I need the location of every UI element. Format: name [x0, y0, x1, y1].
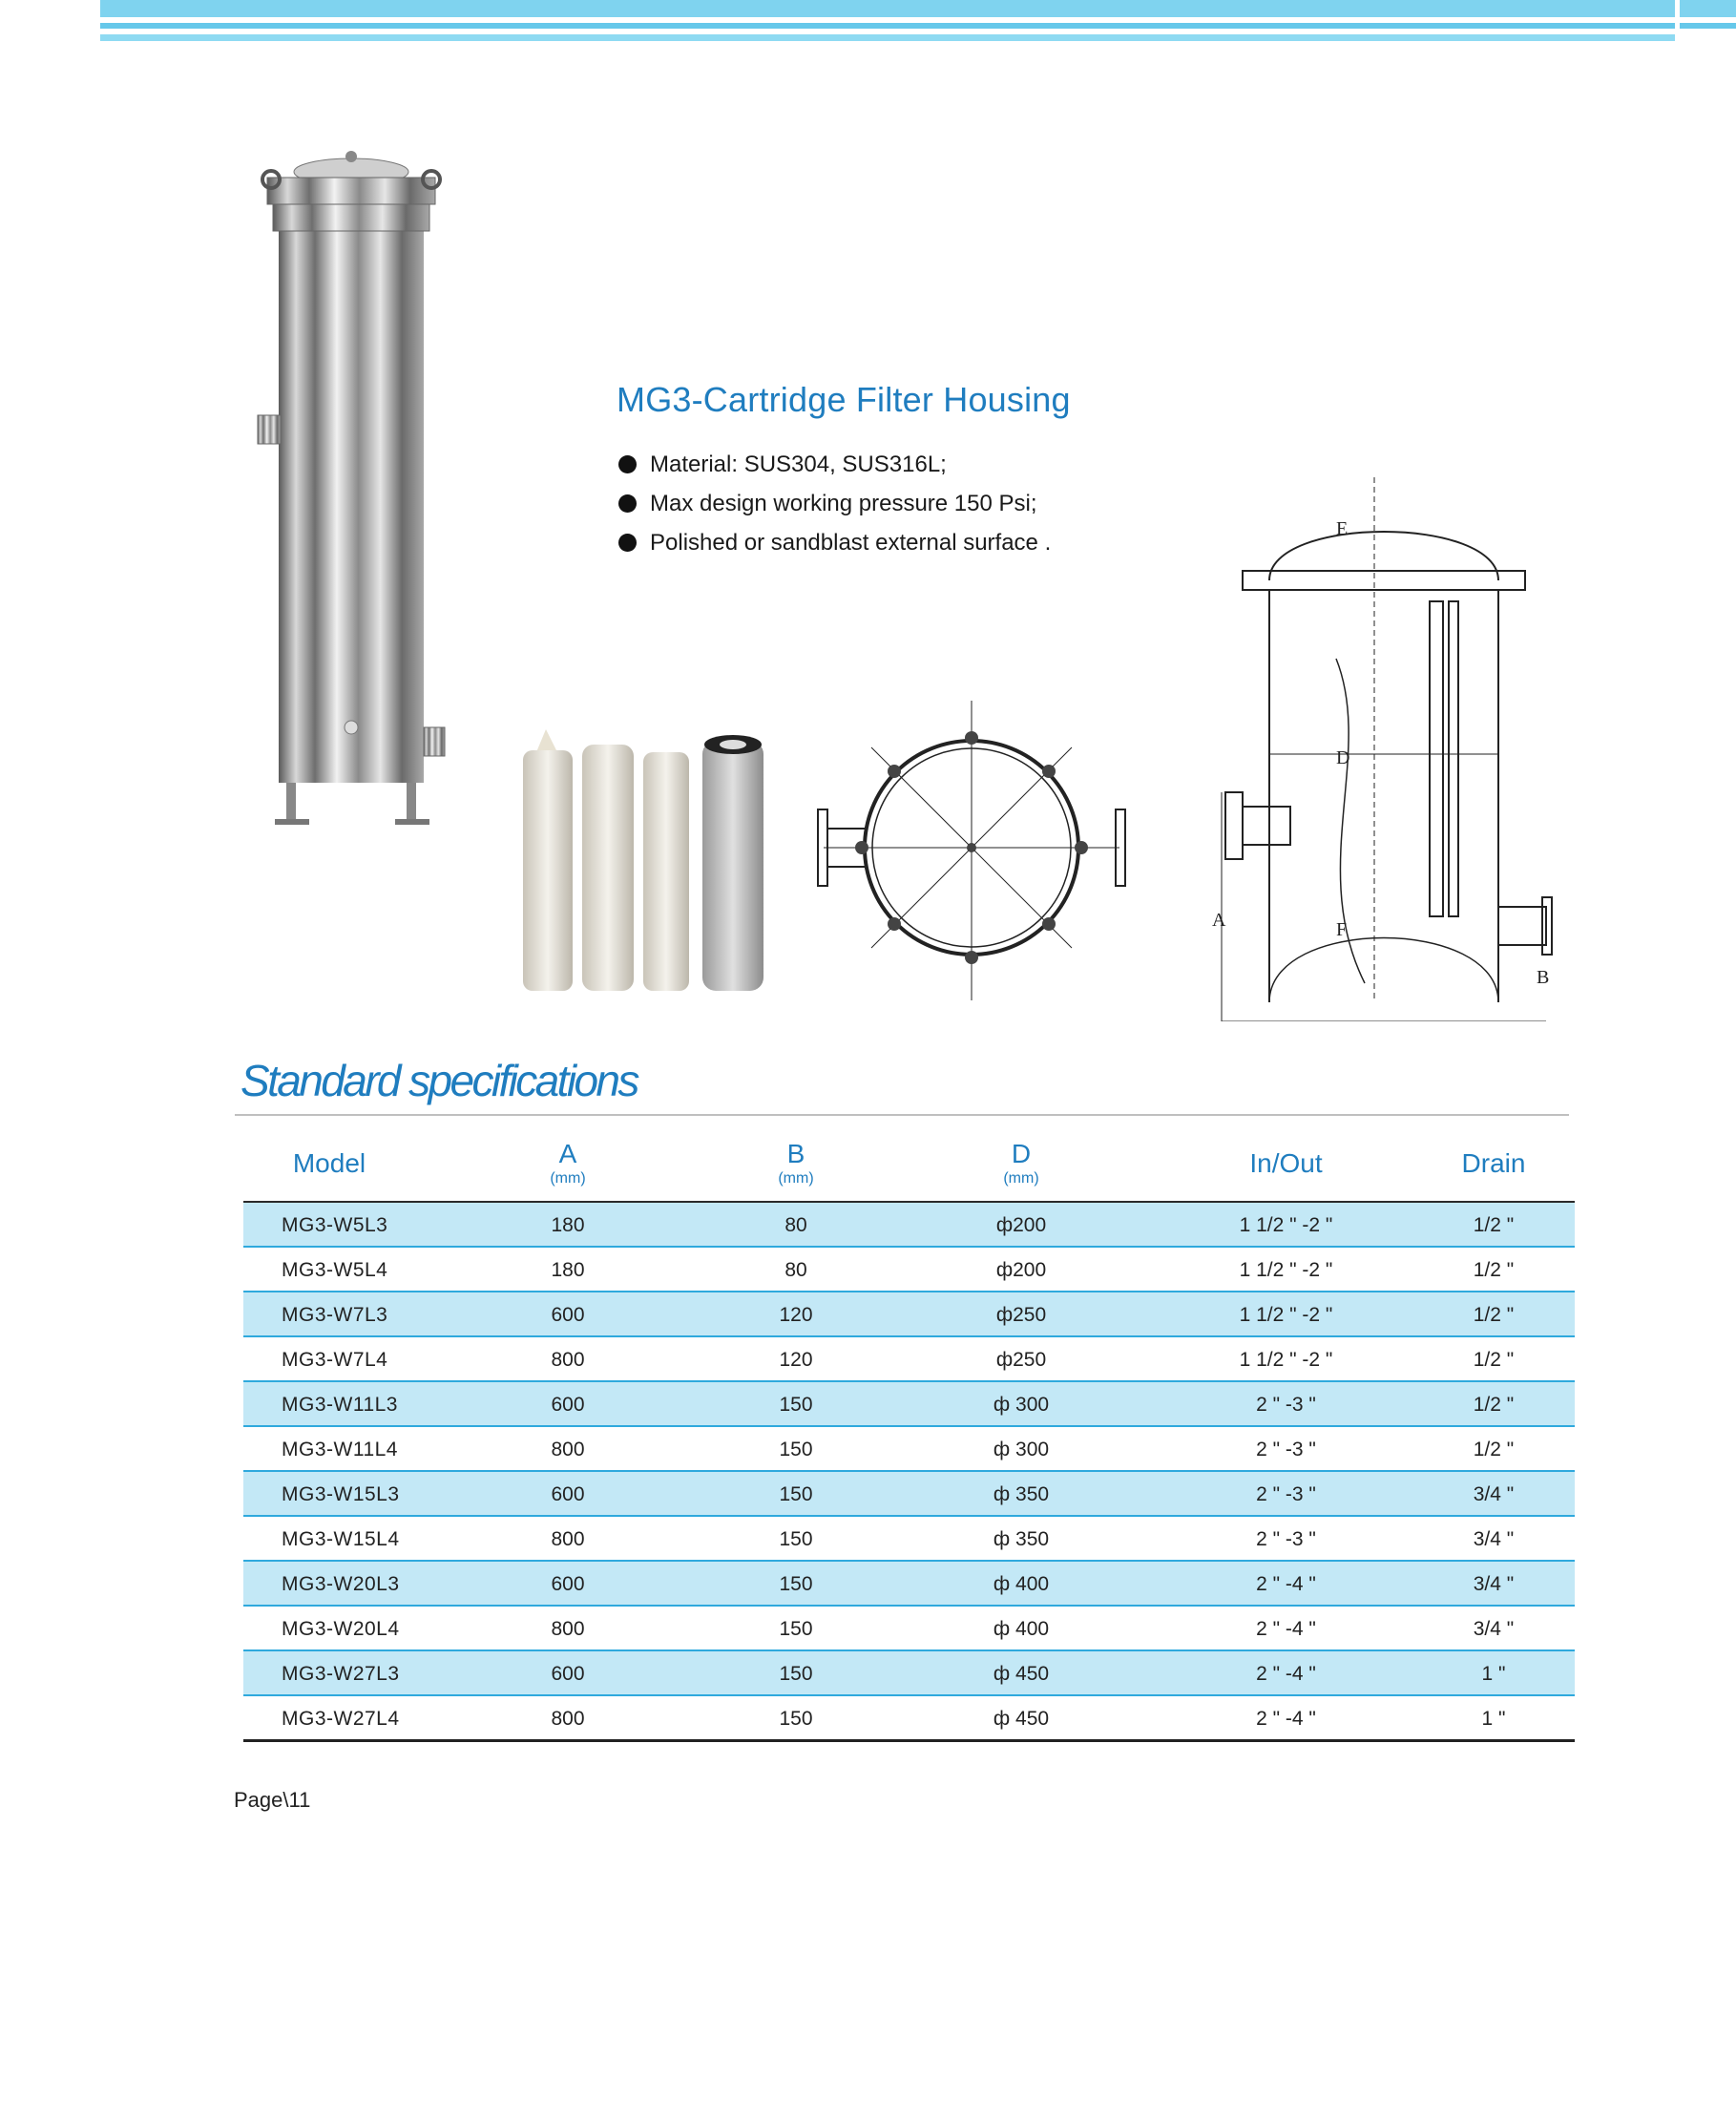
cell-model: MG3-W7L4 — [282, 1349, 388, 1371]
table-row — [243, 1203, 1575, 1248]
cell-drain: 1 " — [1481, 1663, 1506, 1685]
header-d: D (mm) — [1003, 1139, 1039, 1187]
cell-inout: 1 1/2 " -2 " — [1239, 1349, 1333, 1371]
table-header — [243, 1124, 1575, 1203]
feature-text: Material: SUS304, SUS316L; — [650, 451, 947, 477]
cell-model: MG3-W11L4 — [282, 1439, 398, 1460]
cell-a: 800 — [551, 1618, 585, 1640]
table-row — [243, 1337, 1575, 1382]
cell-inout: 2 " -3 " — [1256, 1439, 1316, 1460]
table-row — [243, 1427, 1575, 1472]
bullet-icon — [618, 494, 637, 513]
feature-item — [618, 484, 1051, 523]
feature-item — [618, 445, 1051, 484]
table-row — [243, 1292, 1575, 1337]
table-row — [243, 1696, 1575, 1742]
side-view-drawing — [1212, 468, 1556, 1021]
spec-table — [243, 1124, 1575, 1742]
cell-a: 800 — [551, 1439, 585, 1460]
cell-a: 600 — [551, 1394, 585, 1416]
cell-d: ф250 — [995, 1304, 1047, 1326]
table-row — [243, 1382, 1575, 1427]
cell-d: ф250 — [995, 1349, 1047, 1371]
cell-drain: 1/2 " — [1473, 1259, 1515, 1281]
cell-model: MG3-W15L4 — [282, 1528, 400, 1550]
cell-inout: 2 " -3 " — [1256, 1528, 1316, 1550]
top-decorative-line-2 — [100, 34, 1675, 41]
header-inout: In/Out — [1249, 1148, 1323, 1178]
cell-a: 600 — [551, 1663, 585, 1685]
cell-d: ф 300 — [993, 1394, 1050, 1416]
cell-inout: 2 " -3 " — [1256, 1394, 1316, 1416]
cell-b: 150 — [779, 1528, 813, 1550]
cell-model: MG3-W27L4 — [282, 1708, 400, 1730]
cell-drain: 1 " — [1481, 1708, 1506, 1730]
filter-housing-photo — [256, 143, 456, 840]
cell-b: 80 — [784, 1214, 807, 1236]
cell-model: MG3-W27L3 — [282, 1663, 400, 1685]
cell-a: 800 — [551, 1708, 585, 1730]
cell-b: 120 — [779, 1304, 813, 1326]
cell-a: 800 — [551, 1528, 585, 1550]
cell-inout: 2 " -4 " — [1256, 1573, 1316, 1595]
table-row — [243, 1248, 1575, 1292]
bullet-icon — [618, 455, 637, 473]
top-decorative-line-right — [1680, 23, 1736, 29]
cell-drain: 3/4 " — [1473, 1483, 1515, 1505]
cell-inout: 1 1/2 " -2 " — [1239, 1259, 1333, 1281]
cell-d: ф 450 — [993, 1708, 1050, 1730]
feature-item — [618, 523, 1051, 562]
cell-d: ф 350 — [993, 1483, 1050, 1505]
top-decorative-band — [100, 0, 1675, 17]
product-title: MG3-Cartridge Filter Housing — [617, 380, 1071, 419]
feature-text: Polished or sandblast external surface . — [650, 529, 1052, 556]
cell-model: MG3-W5L3 — [282, 1214, 388, 1236]
label-f: F — [1336, 919, 1348, 940]
cell-b: 150 — [779, 1573, 813, 1595]
cell-model: MG3-W5L4 — [282, 1259, 388, 1281]
table-body — [243, 1203, 1575, 1742]
header-model: Model — [292, 1148, 366, 1178]
cell-inout: 2 " -4 " — [1256, 1618, 1316, 1640]
cell-a: 180 — [551, 1214, 585, 1236]
label-e: E — [1336, 518, 1349, 539]
cell-inout: 1 1/2 " -2 " — [1239, 1304, 1333, 1326]
label-d: D — [1336, 747, 1350, 768]
cell-d: ф 400 — [993, 1573, 1050, 1595]
cell-a: 600 — [551, 1483, 585, 1505]
cell-d: ф 350 — [993, 1528, 1050, 1550]
feature-list — [618, 445, 1051, 562]
cell-model: MG3-W11L3 — [282, 1394, 398, 1416]
label-a: A — [1212, 910, 1226, 931]
cell-b: 150 — [779, 1439, 813, 1460]
cell-model: MG3-W15L3 — [282, 1483, 400, 1505]
cell-drain: 3/4 " — [1473, 1528, 1515, 1550]
cell-drain: 3/4 " — [1473, 1573, 1515, 1595]
cell-model: MG3-W7L3 — [282, 1304, 388, 1326]
page-number: Page\11 — [234, 1788, 311, 1812]
cell-a: 800 — [551, 1349, 585, 1371]
cell-model: MG3-W20L4 — [282, 1618, 400, 1640]
table-row — [243, 1517, 1575, 1562]
top-decorative-band-right — [1680, 0, 1736, 17]
feature-text: Max design working pressure 150 Psi; — [650, 490, 1037, 516]
table-row — [243, 1607, 1575, 1651]
cell-drain: 1/2 " — [1473, 1439, 1515, 1460]
cell-b: 80 — [784, 1259, 807, 1281]
cell-a: 180 — [551, 1259, 585, 1281]
cell-b: 150 — [779, 1618, 813, 1640]
cell-drain: 1/2 " — [1473, 1394, 1515, 1416]
cell-model: MG3-W20L3 — [282, 1573, 400, 1595]
cell-b: 120 — [779, 1349, 813, 1371]
cell-inout: 2 " -4 " — [1256, 1708, 1316, 1730]
bullet-icon — [618, 534, 637, 552]
cell-d: ф 450 — [993, 1663, 1050, 1685]
cell-drain: 3/4 " — [1473, 1618, 1515, 1640]
cell-drain: 1/2 " — [1473, 1214, 1515, 1236]
cell-d: ф 400 — [993, 1618, 1050, 1640]
header-a: A (mm) — [550, 1139, 586, 1187]
label-b: B — [1537, 967, 1550, 988]
cell-drain: 1/2 " — [1473, 1304, 1515, 1326]
header-b: B (mm) — [778, 1139, 814, 1187]
cell-b: 150 — [779, 1483, 813, 1505]
cell-a: 600 — [551, 1304, 585, 1326]
cell-b: 150 — [779, 1663, 813, 1685]
header-drain: Drain — [1461, 1148, 1526, 1178]
cell-inout: 2 " -4 " — [1256, 1663, 1316, 1685]
top-view-drawing — [816, 695, 1129, 1006]
section-divider — [235, 1114, 1569, 1116]
table-row — [243, 1472, 1575, 1517]
cell-a: 600 — [551, 1573, 585, 1595]
cell-inout: 1 1/2 " -2 " — [1239, 1214, 1333, 1236]
cell-d: ф200 — [995, 1214, 1047, 1236]
table-row — [243, 1562, 1575, 1607]
filter-cartridges-photo — [515, 724, 773, 1000]
cell-d: ф 300 — [993, 1439, 1050, 1460]
cell-b: 150 — [779, 1394, 813, 1416]
top-decorative-line — [100, 23, 1675, 29]
section-title: Standard specifications — [241, 1056, 638, 1105]
table-row — [243, 1651, 1575, 1696]
cell-drain: 1/2 " — [1473, 1349, 1515, 1371]
cell-b: 150 — [779, 1708, 813, 1730]
cell-d: ф200 — [995, 1259, 1047, 1281]
cell-inout: 2 " -3 " — [1256, 1483, 1316, 1505]
